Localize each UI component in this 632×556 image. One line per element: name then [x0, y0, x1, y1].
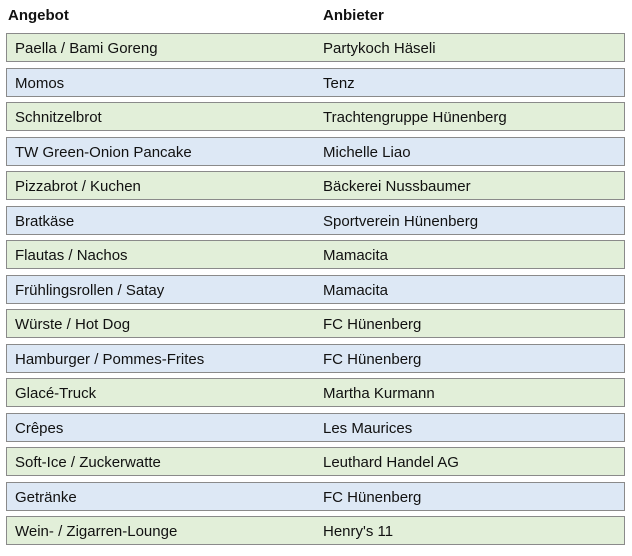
offer-cell: Crêpes: [15, 419, 64, 437]
table-row: [6, 482, 625, 511]
table-row: [6, 33, 625, 62]
table-row: [6, 240, 625, 269]
provider-cell: Henry's 11: [323, 523, 394, 540]
header-provider: Anbieter: [323, 7, 384, 24]
table-row: [6, 447, 625, 476]
table-row: [6, 309, 625, 338]
provider-cell: Bäckerei Nussbaumer: [323, 178, 471, 195]
provider-cell: Partykoch Häseli: [323, 40, 436, 57]
provider-cell: Michelle Liao: [323, 143, 411, 161]
offer-cell: Getränke: [15, 488, 77, 506]
provider-cell: Leuthard Handel AG: [323, 454, 459, 471]
header-offer: Angebot: [8, 7, 69, 24]
offer-cell: Glacé-Truck: [15, 385, 97, 402]
table-row: [6, 378, 625, 407]
provider-cell: FC Hünenberg: [323, 350, 422, 368]
offer-cell: TW Green-Onion Pancake: [15, 143, 192, 161]
offer-cell: Pizzabrot / Kuchen: [15, 178, 141, 195]
table-row: [6, 516, 625, 545]
offer-cell: Frühlingsrollen / Satay: [15, 281, 165, 299]
provider-cell: Mamacita: [323, 247, 389, 264]
offer-table: [6, 33, 625, 551]
table-row: [6, 344, 625, 373]
offer-cell: Würste / Hot Dog: [15, 316, 131, 333]
offer-cell: Bratkäse: [15, 212, 75, 230]
provider-cell: FC Hünenberg: [323, 488, 422, 506]
table-row: [6, 413, 625, 442]
table-row: [6, 275, 625, 304]
table-row: [6, 171, 625, 200]
table-row: [6, 102, 625, 131]
provider-cell: Sportverein Hünenberg: [323, 212, 479, 230]
table-header: [0, 0, 632, 32]
offer-cell: Soft-Ice / Zuckerwatte: [15, 454, 161, 471]
offer-cell: Hamburger / Pommes-Frites: [15, 350, 205, 368]
provider-cell: Martha Kurmann: [323, 385, 435, 402]
offer-cell: Schnitzelbrot: [15, 109, 102, 126]
provider-cell: Tenz: [323, 74, 355, 92]
offer-cell: Flautas / Nachos: [15, 247, 128, 264]
table-row: [6, 206, 625, 235]
offer-cell: Momos: [15, 74, 65, 92]
table-row: [6, 137, 625, 166]
offer-cell: Wein- / Zigarren-Lounge: [15, 523, 178, 540]
table-row: [6, 68, 625, 97]
provider-cell: FC Hünenberg: [323, 316, 422, 333]
offer-cell: Paella / Bami Goreng: [15, 40, 158, 57]
provider-cell: Mamacita: [323, 281, 389, 299]
provider-cell: Les Maurices: [323, 419, 413, 437]
provider-cell: Trachtengruppe Hünenberg: [323, 109, 507, 126]
